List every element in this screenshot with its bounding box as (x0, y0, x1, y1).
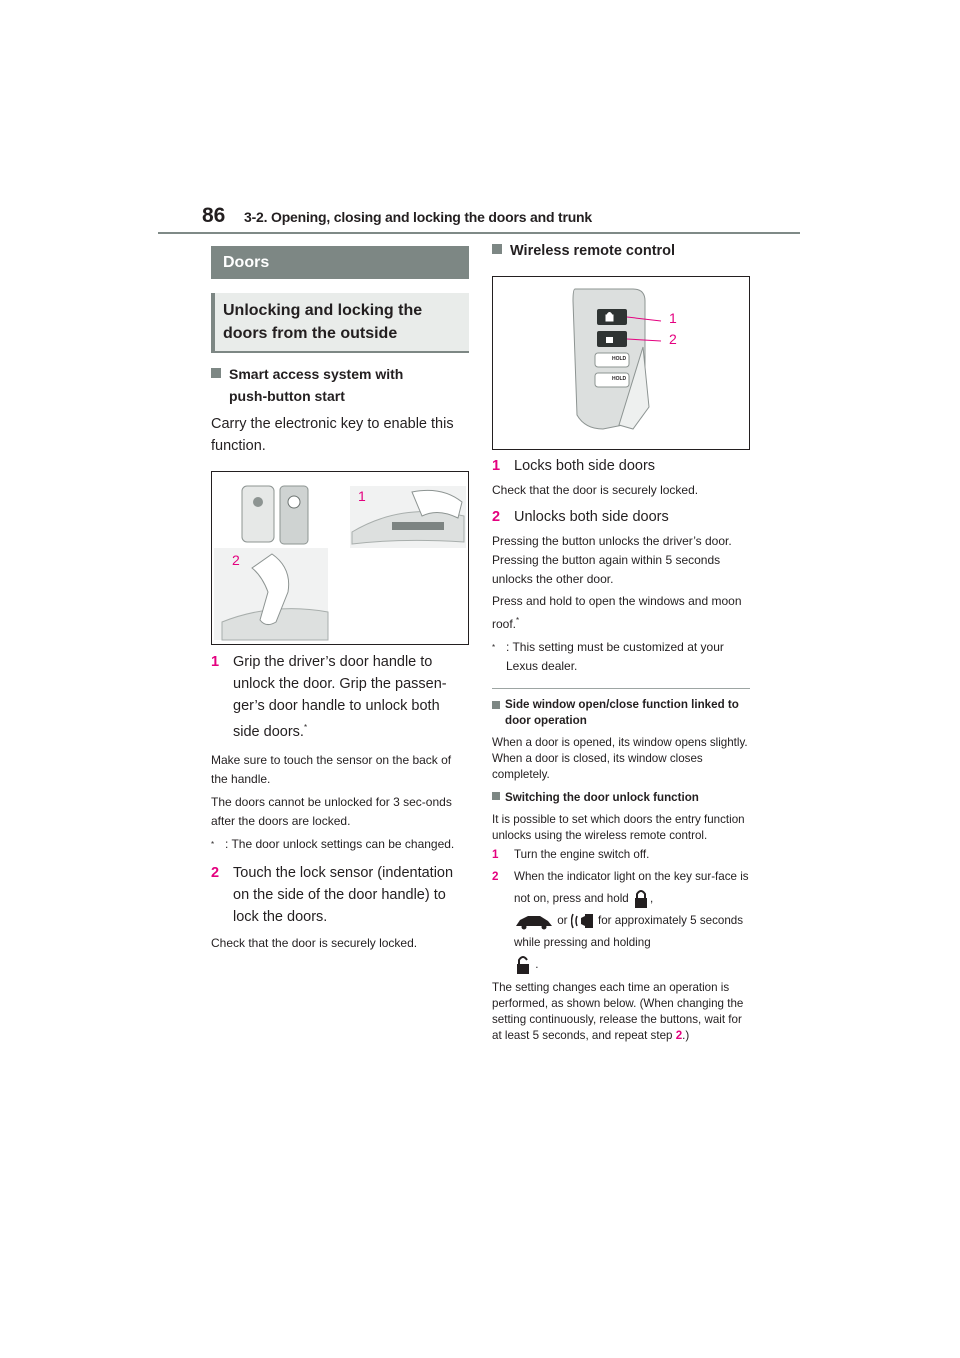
step-text: Turn the engine switch off. (514, 848, 650, 861)
side-window-text: When a door is opened, its window opens slightly. When a door is closed, its window closes completely. (492, 736, 748, 781)
unlock-icon (514, 954, 532, 976)
setting-text (492, 980, 750, 1044)
footnote-star: * (492, 643, 496, 652)
step-number: 2 (492, 509, 501, 525)
step-text: Unlocks both side doors (514, 509, 669, 525)
square-bullet-icon (492, 792, 500, 800)
side-window-heading (492, 697, 750, 729)
step-text-period: . (535, 958, 539, 972)
fob-hold-label-2: HOLD (612, 376, 627, 382)
step-text: When the indicator light on the key sur-face is not on, press and hold (514, 870, 749, 906)
header-divider (158, 232, 800, 234)
left-column (211, 246, 469, 953)
step-text: Grip the driver’s door handle to unlock the door. Grip the passen-ger’s door handle to unlock both side doors. (233, 654, 447, 740)
step-text: Touch the lock sensor (indentation on the side of the door handle) to lock the doors. (233, 864, 454, 925)
step-number: 2 (492, 870, 499, 883)
figure-callout-2: 2 (669, 331, 677, 347)
left-step-1 (211, 651, 469, 743)
left-step-2 (211, 862, 469, 928)
smart-access-heading-line2: push-button start (229, 388, 345, 404)
panic-horn-icon (571, 912, 595, 930)
page-number: 86 (202, 204, 226, 227)
step-number: 1 (492, 458, 501, 474)
setting-text-body: The setting changes each time an operation is performed, as shown below. (When changing the setting continuously, release the buttons, wait for at least 5 seconds, and repeat step (492, 981, 744, 1043)
remote-heading-text: Wireless remote control (510, 243, 676, 259)
section-title: 3-2. Opening, closing and locking the doors and trunk (244, 209, 592, 225)
fob-hold-label: HOLD (612, 356, 627, 362)
key-fob-illustration (493, 277, 749, 449)
footnote-star: * (211, 839, 215, 849)
square-bullet-icon (492, 244, 502, 254)
note-text: Press and hold to open the windows and moon roof. (492, 594, 742, 631)
switching-heading (492, 790, 750, 806)
step-number: 1 (492, 848, 499, 861)
right-footnote (492, 638, 750, 676)
footnote-mark: * (303, 723, 308, 732)
figure-callout-2: 2 (232, 552, 240, 568)
square-bullet-icon (211, 368, 221, 378)
switching-step-1 (492, 847, 750, 863)
right-step2-note-2 (492, 592, 750, 634)
lock-icon (632, 888, 650, 910)
step-number: 1 (211, 654, 220, 670)
switching-step-2 (492, 866, 750, 976)
square-bullet-icon (492, 701, 500, 709)
section-bar-doors: Doors (211, 246, 469, 279)
figure-callout-1: 1 (669, 310, 677, 326)
right-column (492, 240, 750, 1044)
step-text: Locks both side doors (514, 458, 656, 474)
subsection-bar: Unlocking and locking the doors from the outside (211, 293, 469, 353)
car-icon (514, 912, 554, 930)
switching-heading-text: Switching the door unlock function (505, 791, 699, 804)
side-window-heading-text: Side window open/close function linked to door operation (505, 698, 739, 727)
door-handle-figure (211, 471, 469, 645)
right-step-1 (492, 455, 750, 477)
footnote-text: : The door unlock settings can be changed. (225, 836, 455, 851)
setting-step-ref: 2 (675, 1029, 683, 1043)
section-divider (492, 688, 750, 689)
step2-note: Check that the door is securely locked. (211, 935, 418, 950)
footnote-text: : This setting must be customized at your Lexus dealer. (506, 640, 724, 673)
right-step1-note: Check that the door is securely locked. (492, 483, 699, 497)
switching-text: It is possible to set which doors the entry function unlocks using the wireless remote control. (492, 813, 745, 842)
left-footnote (211, 835, 469, 854)
step-text-comma: , (649, 892, 654, 906)
carry-key-text: Carry the electronic key to enable this function. (211, 416, 454, 454)
remote-heading (492, 240, 750, 262)
figure-callout-1: 1 (358, 488, 366, 504)
key-fob-figure (492, 276, 750, 450)
step1-note-delay: The doors cannot be unlocked for 3 sec-onds after the doors are locked. (211, 794, 452, 828)
door-handle-illustration (212, 472, 468, 644)
step-text-duration: for approximately 5 seconds while pressing and holding (514, 914, 744, 950)
step1-note-sensor: Make sure to touch the sensor on the back of the handle. (211, 752, 452, 786)
step-number: 2 (211, 864, 220, 881)
step-text-or: or (557, 914, 568, 928)
setting-text-end: .) (682, 1029, 690, 1043)
right-step2-note-1: Pressing the button unlocks the driver’s door. Pressing the button again within 5 seconds unlocks the other door. (492, 534, 732, 586)
footnote-mark: * (516, 616, 520, 625)
right-step-2 (492, 506, 750, 528)
smart-access-heading (211, 363, 469, 407)
smart-access-heading-line1: Smart access system with (229, 366, 404, 382)
